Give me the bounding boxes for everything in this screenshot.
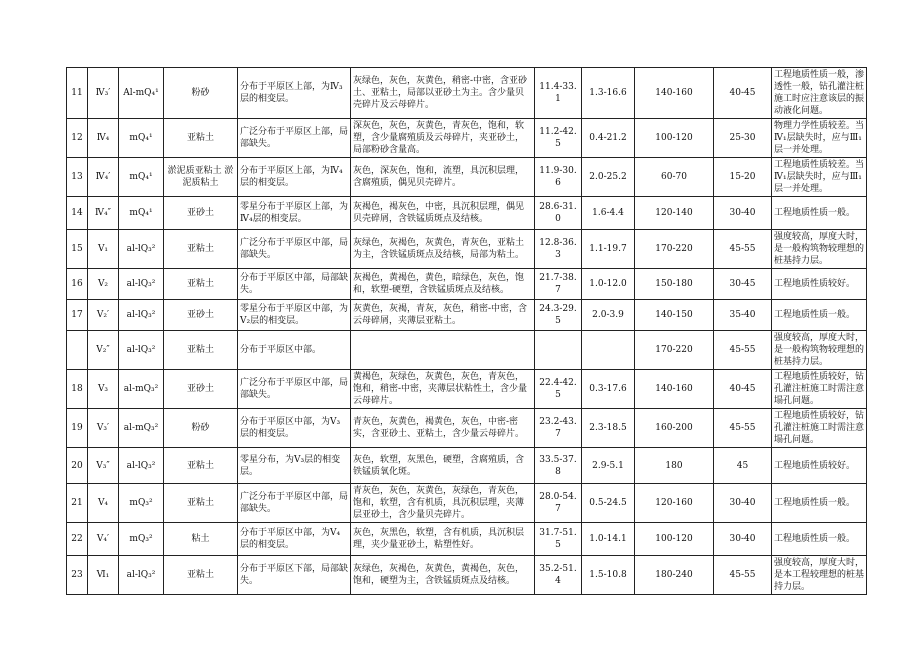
bearing-capacity-cell: 100-120 <box>635 523 714 556</box>
soil-name-cell: 亚粘土 <box>164 448 238 484</box>
distribution-cell: 广泛分布于平原区中部，局部缺失。 <box>238 484 351 523</box>
plasticity-index-range-cell: 1.5-10.8 <box>582 556 635 595</box>
layer-code-cell: Ⅴ₃ <box>88 370 119 409</box>
distribution-cell: 分布于平原区上部，为Ⅳ₃层的相变层。 <box>238 68 351 119</box>
row-number-cell: 18 <box>67 370 88 409</box>
soil-description-cell: 灰绿色，灰色，灰黄色，稍密-中密，含亚砂土、亚粘土，局部以亚砂土为主。含少量贝壳碎片及云母碎片。 <box>351 68 535 119</box>
bearing-capacity-cell: 140-150 <box>635 300 714 331</box>
distribution-cell: 广泛分布于平原区中部，局部缺失。 <box>238 370 351 409</box>
bearing-capacity-cell: 160-200 <box>635 409 714 448</box>
row-number-cell <box>67 331 88 370</box>
table-row <box>67 556 867 595</box>
distribution-cell: 零星分布，为Ⅴ₃层的相变层。 <box>238 448 351 484</box>
bearing-capacity-cell: 180 <box>635 448 714 484</box>
side-friction-cell: 45-55 <box>714 230 772 269</box>
bearing-capacity-cell: 140-160 <box>635 370 714 409</box>
side-friction-cell: 30-40 <box>714 197 772 230</box>
bearing-capacity-cell: 120-160 <box>635 484 714 523</box>
geologic-age-cell: al-lQ₃² <box>119 556 164 595</box>
row-number-cell: 14 <box>67 197 88 230</box>
side-friction-cell: 30-40 <box>714 523 772 556</box>
engineering-evaluation-cell: 工程地质性质一般。 <box>772 197 867 230</box>
engineering-evaluation-cell: 工程地质性质较好，钻孔灌注桩施工时需注意塌孔问题。 <box>772 409 867 448</box>
layer-code-cell: Ⅳ₄″ <box>88 197 119 230</box>
layer-code-cell: Ⅴ₂ <box>88 269 119 300</box>
water-content-range-cell: 22.4-42.5 <box>535 370 582 409</box>
soil-description-cell: 黄褐色，灰绿色，灰黄色，灰色，青灰色，饱和，稍密-中密，夹薄层状粘性土，含少量云母碎片。 <box>351 370 535 409</box>
engineering-evaluation-cell: 工程地质性质一般。 <box>772 300 867 331</box>
layer-code-cell: Ⅴ₃′ <box>88 409 119 448</box>
soil-name-cell: 亚砂土 <box>164 370 238 409</box>
table-row <box>67 197 867 230</box>
table-row <box>67 119 867 158</box>
side-friction-cell: 45-55 <box>714 556 772 595</box>
layer-code-cell: Ⅳ₄′ <box>88 158 119 197</box>
plasticity-index-range-cell: 1.0-14.1 <box>582 523 635 556</box>
bearing-capacity-cell: 120-140 <box>635 197 714 230</box>
distribution-cell: 分布于平原区下部，局部缺失。 <box>238 556 351 595</box>
geologic-age-cell: mQ₄¹ <box>119 119 164 158</box>
geologic-age-cell: mQ₃² <box>119 484 164 523</box>
geologic-age-cell: mQ₃² <box>119 523 164 556</box>
engineering-evaluation-cell: 工程地质性质较差。当Ⅳ₁层缺失时，应与Ⅲ₁层一并处理。 <box>772 158 867 197</box>
engineering-evaluation-cell: 物理力学性质较差。当Ⅳ₁层缺失时，应与Ⅲ₁层一并处理。 <box>772 119 867 158</box>
soil-name-cell: 亚粘土 <box>164 556 238 595</box>
water-content-range-cell: 28.0-54.7 <box>535 484 582 523</box>
plasticity-index-range-cell: 1.6-4.4 <box>582 197 635 230</box>
engineering-evaluation-cell: 强度较高，厚度大时，是一般构筑物较理想的桩基持力层。 <box>772 230 867 269</box>
side-friction-cell: 40-45 <box>714 370 772 409</box>
table-row <box>67 68 867 119</box>
plasticity-index-range-cell <box>582 331 635 370</box>
plasticity-index-range-cell: 0.4-21.2 <box>582 119 635 158</box>
soil-name-cell: 亚粘土 <box>164 269 238 300</box>
soil-description-cell: 灰绿色，灰褐色，灰黄色，青灰色，亚粘土为主，含铁锰质斑点及结核，局部为粘土。 <box>351 230 535 269</box>
row-number-cell: 20 <box>67 448 88 484</box>
distribution-cell: 零星分布于平原区上部，为Ⅳ₄层的相变层。 <box>238 197 351 230</box>
distribution-cell: 零星分布于平原区中部，为Ⅴ₂层的相变层。 <box>238 300 351 331</box>
engineering-evaluation-cell: 强度较高，厚度大时，是本工程较理想的桩基持力层。 <box>772 556 867 595</box>
row-number-cell: 16 <box>67 269 88 300</box>
geologic-age-cell: Al-mQ₄¹ <box>119 68 164 119</box>
bearing-capacity-cell: 170-220 <box>635 331 714 370</box>
table-row <box>67 230 867 269</box>
geologic-age-cell: mQ₄¹ <box>119 197 164 230</box>
distribution-cell: 分布于平原区中部。 <box>238 331 351 370</box>
table-row <box>67 523 867 556</box>
table-row <box>67 158 867 197</box>
soil-description-cell: 灰色，软塑，灰黑色，硬塑，含腐殖质，含铁锰质氧化斑。 <box>351 448 535 484</box>
bearing-capacity-cell: 100-120 <box>635 119 714 158</box>
geologic-age-cell: al-lQ₃² <box>119 448 164 484</box>
soil-name-cell: 亚砂土 <box>164 197 238 230</box>
bearing-capacity-cell: 140-160 <box>635 68 714 119</box>
bearing-capacity-cell: 60-70 <box>635 158 714 197</box>
bearing-capacity-cell: 180-240 <box>635 556 714 595</box>
row-number-cell: 21 <box>67 484 88 523</box>
distribution-cell: 分布于平原区中部，为Ⅴ₄层的相变层。 <box>238 523 351 556</box>
soil-description-cell: 灰褐色，黄褐色，黄色，暗绿色，灰色，饱和，软塑-硬塑，含铁锰质斑点及结核。 <box>351 269 535 300</box>
engineering-evaluation-cell: 工程地质性质较好。 <box>772 269 867 300</box>
engineering-evaluation-cell: 工程地质性质一般。 <box>772 484 867 523</box>
layer-code-cell: Ⅴ₁ <box>88 230 119 269</box>
plasticity-index-range-cell: 1.0-12.0 <box>582 269 635 300</box>
row-number-cell: 17 <box>67 300 88 331</box>
plasticity-index-range-cell: 1.1-19.7 <box>582 230 635 269</box>
soil-name-cell: 淤泥质亚粘土 淤泥质粘土 <box>164 158 238 197</box>
water-content-range-cell: 12.8-36.3 <box>535 230 582 269</box>
water-content-range-cell: 11.4-33.1 <box>535 68 582 119</box>
soil-description-cell: 灰绿色，灰褐色，灰黄色，黄褐色，灰色，饱和，硬塑为主，含铁锰质斑点及结核。 <box>351 556 535 595</box>
side-friction-cell: 30-40 <box>714 484 772 523</box>
soil-name-cell: 亚粘土 <box>164 331 238 370</box>
water-content-range-cell: 33.5-37.8 <box>535 448 582 484</box>
soil-description-cell: 灰色，深灰色，饱和，流塑，具沉积层理，含腐殖质，偶见贝壳碎片。 <box>351 158 535 197</box>
water-content-range-cell: 11.2-42.5 <box>535 119 582 158</box>
row-number-cell: 15 <box>67 230 88 269</box>
geologic-age-cell: al-lQ₃² <box>119 269 164 300</box>
soil-description-cell: 灰褐色，褐灰色，中密，具沉积层理，偶见贝壳碎屑，含铁锰质斑点及结核。 <box>351 197 535 230</box>
soil-description-cell: 深灰色，灰色，灰黄色，青灰色，饱和，软塑，含少量腐殖质及云母碎片，夹亚砂土，局部粉砂含量高。 <box>351 119 535 158</box>
side-friction-cell: 45-55 <box>714 409 772 448</box>
plasticity-index-range-cell: 1.3-16.6 <box>582 68 635 119</box>
row-number-cell: 22 <box>67 523 88 556</box>
row-number-cell: 19 <box>67 409 88 448</box>
side-friction-cell: 25-30 <box>714 119 772 158</box>
row-number-cell: 13 <box>67 158 88 197</box>
layer-code-cell: Ⅴ₂″ <box>88 331 119 370</box>
engineering-evaluation-cell: 工程地质性质一般，渗透性一般，钻孔灌注桩施工时应注意该层的振动液化问题。 <box>772 68 867 119</box>
soil-name-cell: 粉砂 <box>164 68 238 119</box>
geologic-age-cell: al-lQ₃² <box>119 230 164 269</box>
table-row <box>67 484 867 523</box>
soil-description-cell: 灰色，灰黑色，软塑，含有机质，具沉积层理，夹少量亚砂土，粘塑性好。 <box>351 523 535 556</box>
side-friction-cell: 45-55 <box>714 331 772 370</box>
geologic-age-cell: al-mQ₃² <box>119 409 164 448</box>
distribution-cell: 广泛分布于平原区上部，局部缺失。 <box>238 119 351 158</box>
soil-description-cell: 青灰色，灰色，灰黄色，灰绿色，青灰色，饱和，软塑，含有机质，具沉积层理，夹薄层亚砂土，含少量贝壳碎片。 <box>351 484 535 523</box>
water-content-range-cell: 23.2-43.7 <box>535 409 582 448</box>
engineering-evaluation-cell: 工程地质性质较好。 <box>772 448 867 484</box>
water-content-range-cell: 35.2-51.4 <box>535 556 582 595</box>
layer-code-cell: Ⅳ₃′ <box>88 68 119 119</box>
table-row <box>67 269 867 300</box>
soil-name-cell: 亚砂土 <box>164 300 238 331</box>
geologic-age-cell: al-lQ₃² <box>119 331 164 370</box>
water-content-range-cell: 11.9-30.6 <box>535 158 582 197</box>
bearing-capacity-cell: 170-220 <box>635 230 714 269</box>
engineering-evaluation-cell: 工程地质性质一般。 <box>772 523 867 556</box>
plasticity-index-range-cell: 2.0-25.2 <box>582 158 635 197</box>
layer-code-cell: Ⅴ₄′ <box>88 523 119 556</box>
geologic-age-cell: al-lQ₃² <box>119 300 164 331</box>
bearing-capacity-cell: 150-180 <box>635 269 714 300</box>
side-friction-cell: 45 <box>714 448 772 484</box>
soil-name-cell: 亚粘土 <box>164 230 238 269</box>
row-number-cell: 23 <box>67 556 88 595</box>
geologic-age-cell: al-mQ₃² <box>119 370 164 409</box>
table-row <box>67 331 867 370</box>
layer-code-cell: Ⅵ₁ <box>88 556 119 595</box>
water-content-range-cell: 28.6-31.0 <box>535 197 582 230</box>
distribution-cell: 广泛分布于平原区中部，局部缺失。 <box>238 230 351 269</box>
layer-code-cell: Ⅴ₃″ <box>88 448 119 484</box>
plasticity-index-range-cell: 0.3-17.6 <box>582 370 635 409</box>
water-content-range-cell: 31.7-51.5 <box>535 523 582 556</box>
plasticity-index-range-cell: 0.5-24.5 <box>582 484 635 523</box>
engineering-evaluation-cell: 强度较高，厚度大时，是一般构筑物较理想的桩基持力层。 <box>772 331 867 370</box>
soil-description-cell: 青灰色，灰黄色，褐黄色，灰色，中密-密实，含亚砂土、亚粘土，含少量云母碎片。 <box>351 409 535 448</box>
layer-code-cell: Ⅳ₄ <box>88 119 119 158</box>
table-row <box>67 300 867 331</box>
soil-name-cell: 粘土 <box>164 523 238 556</box>
row-number-cell: 11 <box>67 68 88 119</box>
geologic-age-cell: mQ₄¹ <box>119 158 164 197</box>
soil-description-cell <box>351 331 535 370</box>
table-row <box>67 448 867 484</box>
side-friction-cell: 15-20 <box>714 158 772 197</box>
soil-name-cell: 亚粘土 <box>164 119 238 158</box>
table-body <box>67 68 867 595</box>
plasticity-index-range-cell: 2.3-18.5 <box>582 409 635 448</box>
row-number-cell: 12 <box>67 119 88 158</box>
layer-code-cell: Ⅴ₄ <box>88 484 119 523</box>
water-content-range-cell: 24.3-29.5 <box>535 300 582 331</box>
soil-name-cell: 粉砂 <box>164 409 238 448</box>
distribution-cell: 分布于平原区中部，局部缺失。 <box>238 269 351 300</box>
engineering-evaluation-cell: 工程地质性质较好，钻孔灌注桩施工时需注意塌孔问题。 <box>772 370 867 409</box>
layer-code-cell: Ⅴ₂′ <box>88 300 119 331</box>
soil-description-cell: 灰黄色，灰褐，青灰，灰色，稍密-中密，含云母碎屑，夹薄层亚粘土。 <box>351 300 535 331</box>
plasticity-index-range-cell: 2.9-5.1 <box>582 448 635 484</box>
water-content-range-cell: 21.7-38.7 <box>535 269 582 300</box>
plasticity-index-range-cell: 2.0-3.9 <box>582 300 635 331</box>
side-friction-cell: 30-45 <box>714 269 772 300</box>
side-friction-cell: 35-40 <box>714 300 772 331</box>
side-friction-cell: 40-45 <box>714 68 772 119</box>
soil-name-cell: 亚粘土 <box>164 484 238 523</box>
table-row <box>67 409 867 448</box>
distribution-cell: 分布于平原区上部，为Ⅳ₄层的相变层。 <box>238 158 351 197</box>
strata-table <box>66 67 867 595</box>
water-content-range-cell <box>535 331 582 370</box>
distribution-cell: 分布于平原区中部，为Ⅴ₃层的相变层。 <box>238 409 351 448</box>
table-row <box>67 370 867 409</box>
